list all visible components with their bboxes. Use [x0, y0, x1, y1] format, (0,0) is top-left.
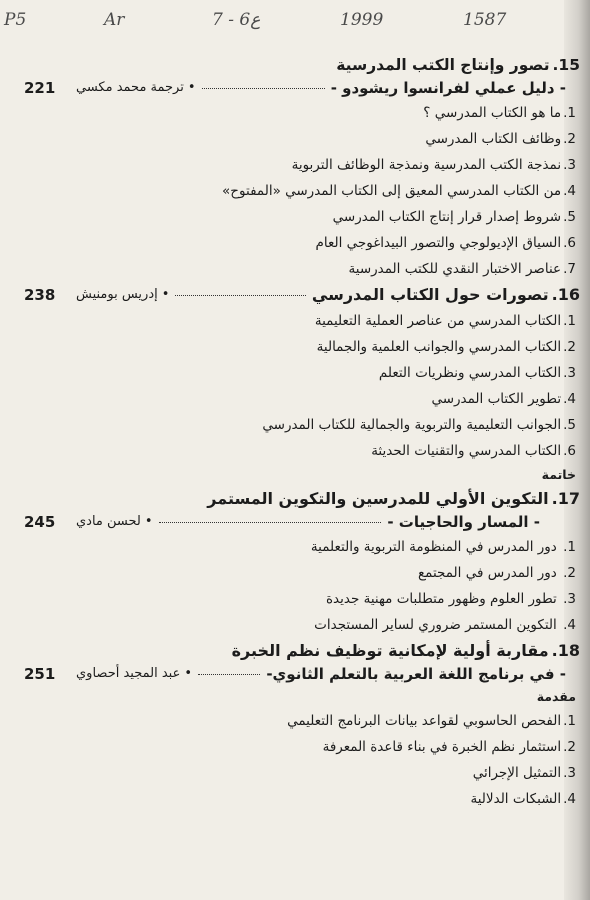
- section-author-row: [24, 510, 580, 534]
- item-number: 2.: [563, 131, 576, 147]
- item-number: 4.: [563, 391, 576, 407]
- list-item: [24, 256, 580, 282]
- item-number: 3.: [563, 157, 576, 173]
- item-number: 1.: [563, 713, 576, 729]
- item-number: 1.: [563, 313, 576, 329]
- section-author-row: [24, 662, 580, 686]
- item-text: دور المدرس في المنظومة التربوية والتعلمية: [310, 539, 557, 555]
- item-number: 3.: [563, 591, 576, 607]
- bullet-icon: •: [161, 287, 170, 302]
- section-title-text: مقاربة أولية لإمكانية توظيف نظم الخبرة: [231, 641, 549, 660]
- item-text: عناصر الاختبار النقدي للكتب المدرسية: [348, 261, 562, 277]
- item-number: 2.: [563, 739, 576, 755]
- handwritten-note: 1587: [463, 10, 507, 30]
- list-item: [24, 734, 580, 760]
- section-intro: مقدمة: [536, 689, 576, 704]
- item-number: 5.: [563, 417, 576, 433]
- item-number: 4.: [563, 791, 576, 807]
- section-author: ترجمة محمد مكسي: [76, 80, 184, 95]
- item-text: الفحص الحاسوبي لقواعد بيانات البرنامج التعليمي: [287, 713, 562, 729]
- section-author-row: [24, 76, 580, 100]
- leader-dots: [198, 674, 260, 675]
- item-text: الشبكات الدلالية: [470, 791, 562, 807]
- item-number: 1.: [563, 105, 576, 121]
- page-number[interactable]: 221: [24, 79, 56, 97]
- item-number: 2.: [563, 339, 576, 355]
- page-number[interactable]: 251: [24, 665, 56, 683]
- item-text: الكتاب المدرسي والتقنيات الحديثة: [371, 443, 562, 459]
- section-subtitle: - دليل عملي لفرانسوا ريشودو -: [330, 79, 566, 97]
- list-item: [24, 760, 580, 786]
- item-number: 4.: [563, 617, 576, 633]
- item-text: نمذجة الكتب المدرسية ونمذجة الوظائف التربوية: [291, 157, 562, 173]
- section-title: [312, 283, 580, 307]
- section-author-row: [24, 282, 580, 308]
- list-item: [24, 412, 580, 438]
- item-text: تطوير الكتاب المدرسي: [431, 391, 562, 407]
- list-item: [24, 308, 580, 334]
- list-item: [24, 612, 580, 638]
- item-number: 5.: [563, 209, 576, 225]
- table-of-contents: [24, 52, 580, 812]
- item-text: الكتاب المدرسي من عناصر العملية التعليمية: [314, 313, 562, 329]
- list-item: [24, 334, 580, 360]
- item-number: 2.: [563, 565, 576, 581]
- list-item: [24, 386, 580, 412]
- handwritten-notes: [0, 6, 590, 36]
- bullet-icon: •: [144, 514, 153, 529]
- section-title: [24, 640, 580, 662]
- list-item: [24, 786, 580, 812]
- item-text: وظائف الكتاب المدرسي: [425, 131, 562, 147]
- section-number: 16.: [551, 285, 580, 304]
- bullet-icon: •: [187, 80, 196, 95]
- list-item: [24, 534, 580, 560]
- section-subtitle: - في برنامج اللغة العربية بالتعلم الثانوي-: [266, 665, 566, 683]
- list-item: [24, 586, 580, 612]
- section-title: [24, 488, 580, 510]
- item-text: الكتاب المدرسي والجوانب العلمية والجمالية: [316, 339, 562, 355]
- section-author: عبد المجيد أحصاوي: [76, 666, 181, 681]
- list-item: [24, 204, 580, 230]
- list-item: [24, 438, 580, 464]
- item-text: الكتاب المدرسي ونظريات التعلم: [378, 365, 562, 381]
- item-text: شروط إصدار قرار إنتاج الكتاب المدرسي: [332, 209, 562, 225]
- list-item: [24, 560, 580, 586]
- section-title-text: التكوين الأولي للمدرسين والتكوين المستمر: [207, 489, 549, 508]
- page-number[interactable]: 245: [24, 513, 56, 531]
- section-outro: خاتمة: [541, 467, 576, 482]
- item-text: التمثيل الإجرائي: [472, 765, 562, 781]
- toc-section-17: [24, 488, 580, 638]
- item-number: 6.: [563, 235, 576, 251]
- toc-section-16: [24, 282, 580, 486]
- item-number: 3.: [563, 765, 576, 781]
- section-subtitle: - المسار والحاجيات -: [387, 513, 540, 531]
- list-item: [24, 178, 580, 204]
- handwritten-note: Ar: [104, 10, 125, 30]
- list-item: [24, 708, 580, 734]
- section-number: 15.: [552, 56, 580, 74]
- item-text: من الكتاب المدرسي المعيق إلى الكتاب المدرسي «المفتوح»: [222, 183, 562, 199]
- toc-section-18: [24, 640, 580, 812]
- section-author: إدريس بومنيش: [76, 287, 158, 302]
- section-title: [24, 54, 580, 76]
- section-number: 17.: [551, 489, 580, 508]
- list-item: [24, 152, 580, 178]
- leader-dots: [202, 88, 325, 89]
- leader-dots: [175, 295, 306, 296]
- section-title-text: تصورات حول الكتاب المدرسي: [311, 285, 549, 304]
- page-number[interactable]: 238: [24, 286, 56, 304]
- item-text: ما هو الكتاب المدرسي ؟: [423, 105, 562, 121]
- list-item: [24, 126, 580, 152]
- leader-dots: [159, 522, 382, 523]
- list-item: [24, 360, 580, 386]
- item-text: التكوين المستمر ضروري لساير المستجدات: [314, 617, 557, 633]
- item-text: استثمار نظم الخبرة في بناء قاعدة المعرفة: [322, 739, 562, 755]
- section-number: 18.: [551, 641, 580, 660]
- item-text: دور المدرس في المجتمع: [417, 565, 557, 581]
- handwritten-note: P5: [4, 10, 27, 30]
- item-number: 3.: [563, 365, 576, 381]
- item-text: تطور العلوم وظهور متطلبات مهنية جديدة: [325, 591, 557, 607]
- section-title-text: تصور وإنتاج الكتب المدرسية: [336, 56, 550, 74]
- toc-section-15: [24, 54, 580, 282]
- item-number: 6.: [563, 443, 576, 459]
- item-number: 7.: [563, 261, 576, 277]
- bullet-icon: •: [184, 666, 193, 681]
- item-number: 4.: [563, 183, 576, 199]
- section-author: لحسن مادي: [76, 514, 141, 529]
- item-text: الجوانب التعليمية والتربوية والجمالية للكتاب المدرسي: [262, 417, 562, 433]
- item-number: 1.: [563, 539, 576, 555]
- handwritten-note: 7 - 6ع: [212, 10, 261, 30]
- list-item: [24, 100, 580, 126]
- handwritten-note: 1999: [340, 10, 384, 30]
- item-text: السياق الإديولوجي والتصور البيداغوجي العام: [315, 235, 562, 251]
- list-item: [24, 230, 580, 256]
